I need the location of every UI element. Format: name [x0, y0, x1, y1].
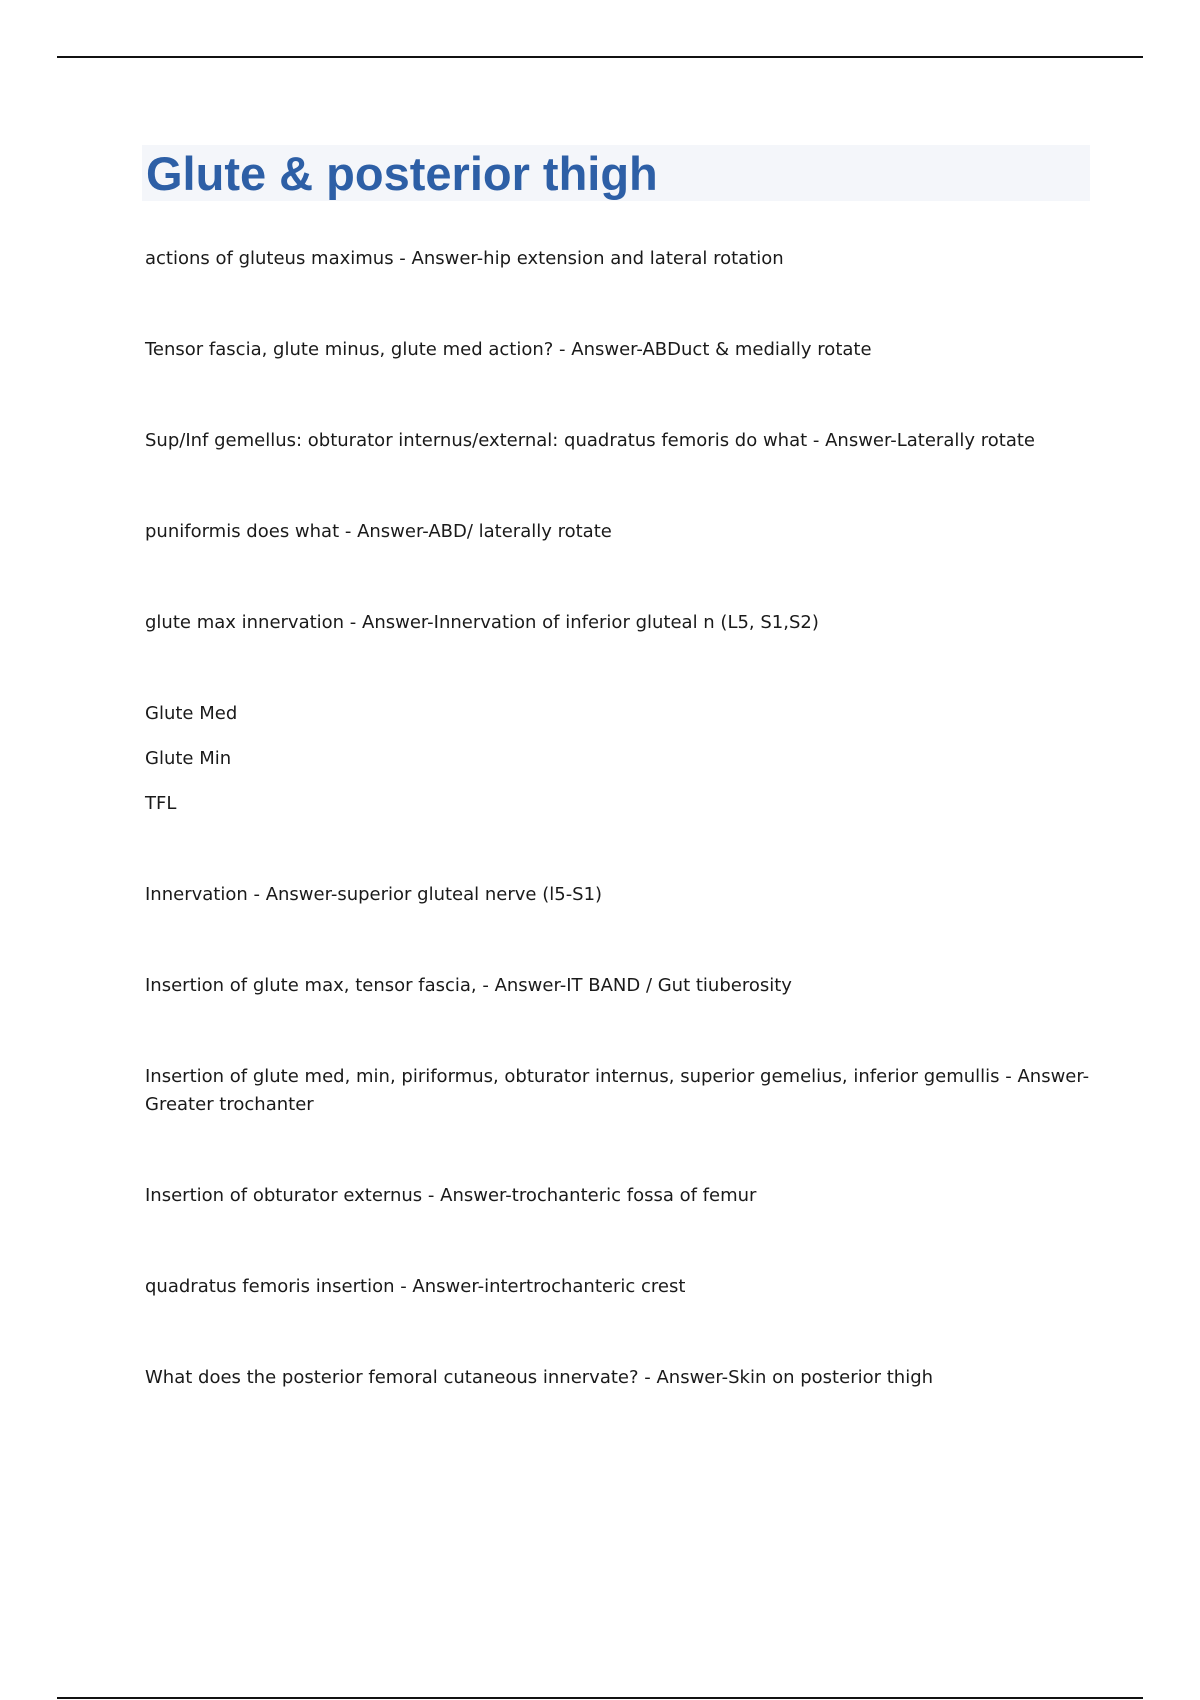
flashcard-entry: quadratus femoris insertion - Answer-intertrochanteric crest: [145, 1276, 686, 1297]
flashcard-entry: Glute Min: [145, 748, 232, 769]
flashcard-entry: Glute Med: [145, 703, 238, 724]
flashcard-entry: Insertion of glute max, tensor fascia, - Answer-IT BAND / Gut tiuberosity: [145, 975, 792, 996]
flashcard-entry: Insertion of obturator externus - Answer-trochanteric fossa of femur: [145, 1185, 757, 1206]
flashcard-entry: glute max innervation - Answer-Innervation of inferior gluteal n (L5, S1,S2): [145, 612, 819, 633]
flashcard-entry: What does the posterior femoral cutaneous innervate? - Answer-Skin on posterior thigh: [145, 1367, 934, 1388]
flashcard-entry: actions of gluteus maximus - Answer-hip extension and lateral rotation: [145, 248, 784, 269]
document-title: Glute & posterior thigh: [146, 147, 658, 200]
flashcard-entry: Sup/Inf gemellus: obturator internus/external: quadratus femoris do what - Answer-Laterally rotate: [145, 430, 1035, 451]
top-rule: [57, 56, 1143, 58]
flashcard-entry: Innervation - Answer-superior gluteal nerve (l5-S1): [145, 884, 603, 905]
flashcard-entry: Insertion of glute med, min, piriformus, obturator internus, superior gemelius, inferior gemullis - Answer-Greater trochanter: [145, 1066, 1090, 1115]
flashcard-entry: puniformis does what - Answer-ABD/ laterally rotate: [145, 521, 612, 542]
bottom-rule: [57, 1697, 1143, 1699]
flashcard-entry: Tensor fascia, glute minus, glute med action? - Answer-ABDuct & medially rotate: [145, 339, 872, 360]
flashcard-entry: TFL: [145, 793, 177, 814]
